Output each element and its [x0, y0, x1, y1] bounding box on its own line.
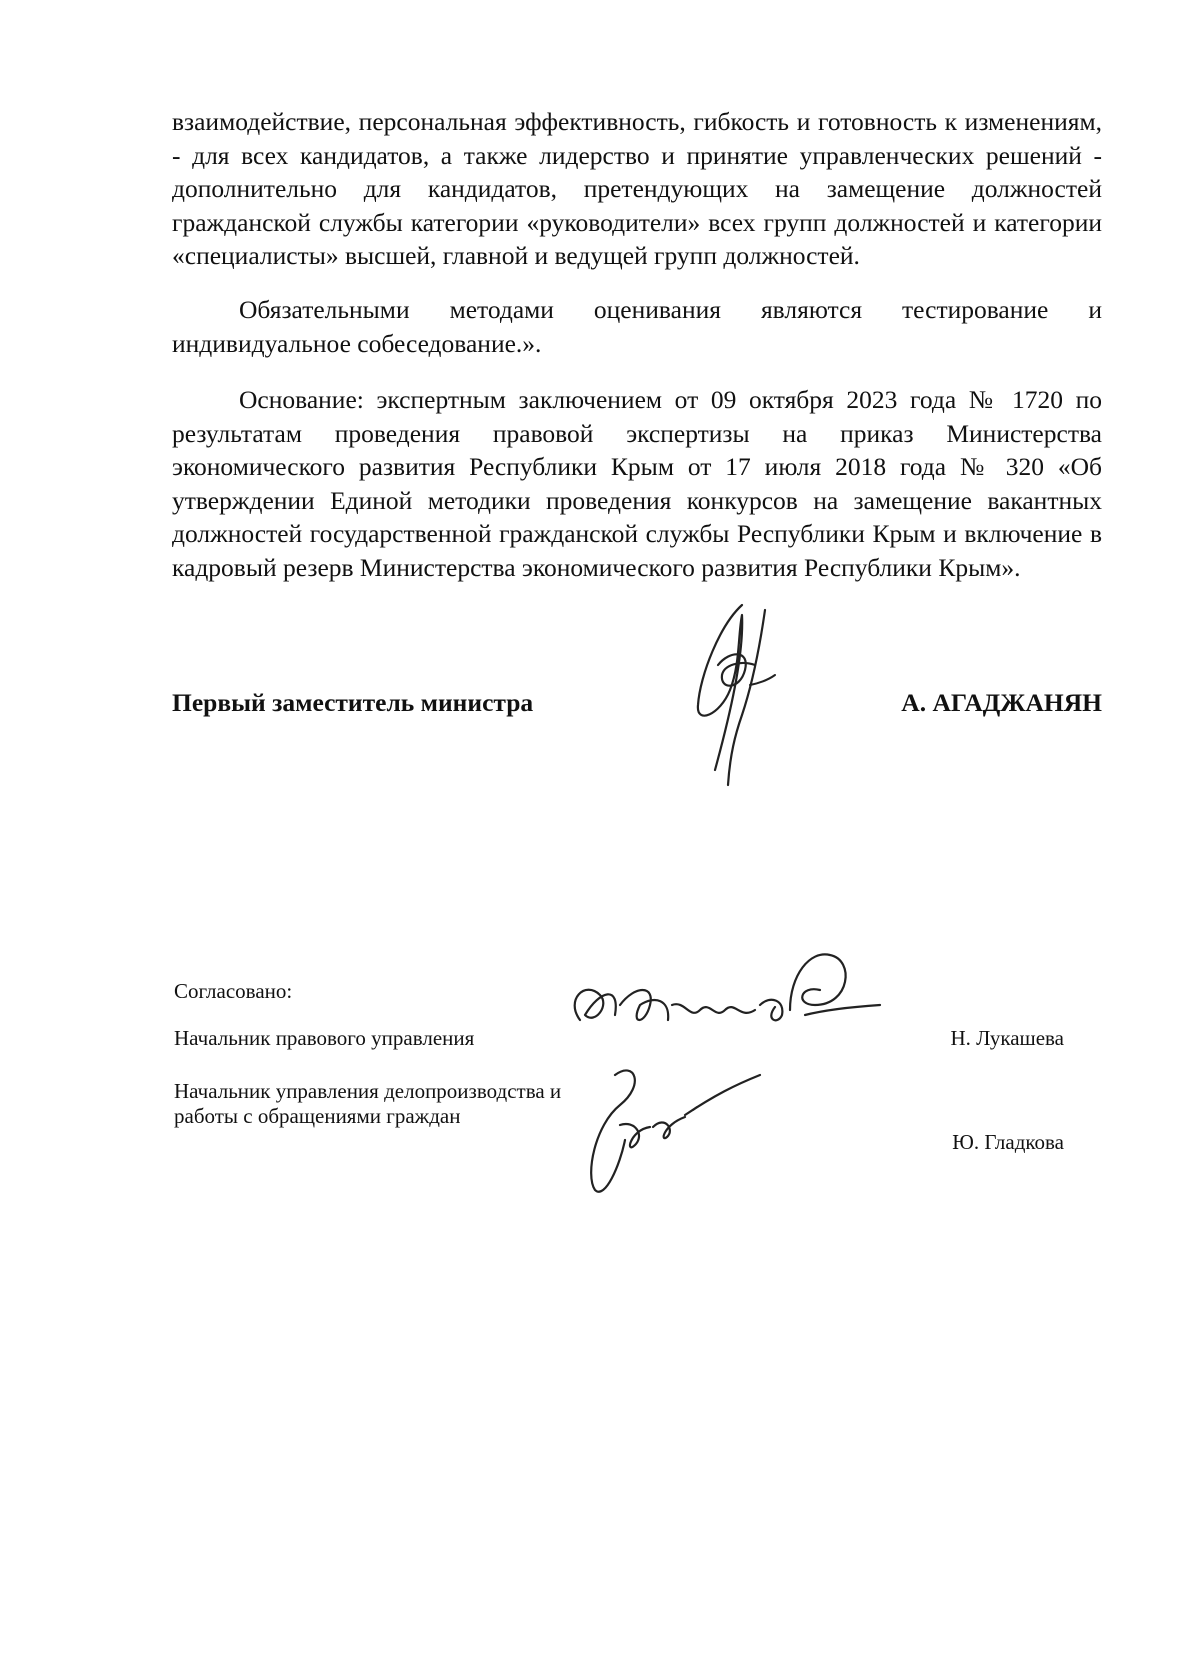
paragraph-competencies: взаимодействие, персональная эффективность, гибкость и готовность к изменениям, - для всех кандидатов, а также лидерство и принятие управленческих решений - дополнительно для кандидатов, претендующих на замещение должностей гражданской службы категории «руководители» всех групп должностей и категории «специалисты» высшей, главной и ведущей групп должностей. [172, 107, 1102, 270]
paragraph-basis: Основание: экспертным заключением от 09 октября 2023 года № 1720 по результатам проведения правовой экспертизы на приказ Министерства экономического развития Республики Крым от 17 июля 2018 года № 320 «Об утверждении Единой методики проведения конкурсов на замещение вакантных должностей государственной гражданской службы Республики Крым и включение в кадровый резерв Министерства экономического развития Республики Крым». [172, 385, 1102, 582]
records-department-head-name: Ю. Гладкова [952, 1130, 1064, 1154]
signatory-name: А. АГАДЖАНЯН [901, 688, 1102, 717]
paragraph-evaluation-methods: Обязательными методами оценивания являются тестирование и индивидуальное собеседование.». [172, 295, 1102, 358]
signature-records-head-icon [575, 1055, 775, 1205]
legal-department-head-position: Начальник правового управления [174, 1026, 475, 1050]
legal-department-head-name: Н. Лукашева [950, 1026, 1064, 1050]
approval-title: Согласовано: [174, 979, 293, 1003]
records-department-head-position: Начальник управления делопроизводства и работы с обращениями граждан [174, 1079, 562, 1128]
signature-legal-head-icon [560, 945, 890, 1055]
signatory-position: Первый заместитель министра [172, 688, 534, 717]
signature-first-deputy-icon [680, 595, 800, 795]
